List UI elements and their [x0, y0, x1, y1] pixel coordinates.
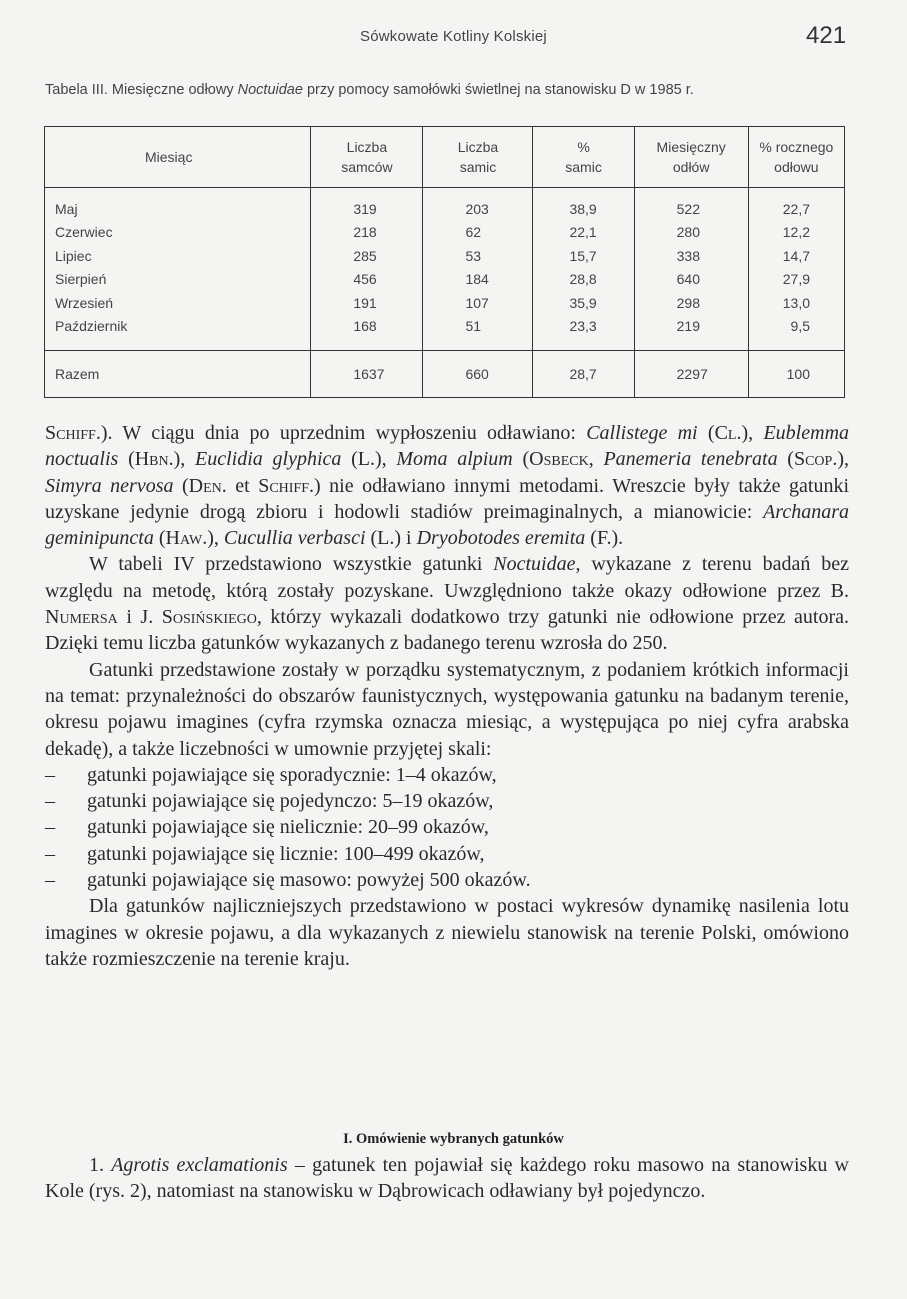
cell-percent-females: 38,9: [569, 201, 597, 217]
table-header-row: [45, 127, 845, 188]
cell-month: Październik: [55, 318, 128, 335]
cell-percent-annual: 12,2: [782, 224, 810, 241]
caption-prefix: Tabela III. Miesięczne odłowy: [45, 82, 238, 98]
list-item: – gatunki pojawiające się nielicznie: 20–99 okazów,: [45, 816, 489, 839]
cell-percent-annual: 14,7: [782, 247, 810, 264]
cell-percent-females: 35,9: [569, 294, 597, 311]
caption-suffix: przy pomocy samołówki świetlnej na stanowisku D w 1985 r.: [302, 82, 694, 98]
cell-monthly-catch: 280: [676, 224, 700, 241]
cell-females: 184: [465, 271, 489, 288]
column-header-females: Liczba samic: [423, 127, 533, 188]
list-item: – gatunki pojawiające się pojedynczo: 5–19 okazów,: [45, 790, 494, 813]
cell-males: 456: [353, 271, 377, 288]
cell-month: Wrzesień: [55, 294, 114, 311]
table-row: [45, 245, 845, 268]
cell-females: 62: [465, 224, 482, 241]
cell-total-females: 660: [465, 366, 489, 383]
cell-percent-annual: 27,9: [782, 271, 810, 288]
column-header-males: Liczba samców: [311, 127, 423, 188]
column-header-percent-females: % samic: [533, 127, 634, 188]
cell-percent-females: 15,7: [569, 247, 597, 264]
cell-percent-females: 22,1: [569, 224, 597, 241]
column-header-month: Miesiąc: [45, 127, 311, 188]
cell-percent-females: 23,3: [569, 318, 597, 335]
paragraph-table-iv: W tabeli IV przedstawiono wszystkie gatunki Noctuidae, wykazane z terenu badań bez względu na metodę, którą zostały pozyskane. Uwzględniono także okazy odłowione przez B. Numersa i J. Sosińskiego, którzy wykazali dodatkowo trzy gatunki nie odłowione przez autora. Dzięki temu liczba gatunków wykazanych z badanego terenu wzrosła do 250.: [45, 553, 849, 655]
cell-percent-annual: 9,5: [790, 318, 810, 335]
cell-month: Maj: [55, 201, 78, 217]
cell-females: 107: [465, 294, 489, 311]
column-header-monthly-catch: Miesięczny odłów: [634, 127, 748, 188]
cell-males: 191: [353, 294, 377, 311]
cell-monthly-catch: 640: [676, 271, 700, 288]
cell-month: Sierpień: [55, 271, 107, 288]
cell-month: Lipiec: [55, 247, 92, 264]
species-entry: [45, 1152, 849, 1205]
section-heading: I. Omówienie wybranych gatunków: [343, 1131, 564, 1147]
cell-males: 218: [353, 224, 377, 241]
cell-females: 53: [465, 247, 482, 264]
table-row: [45, 315, 845, 351]
cell-males: 319: [353, 201, 377, 217]
list-item: – gatunki pojawiające się sporadycznie: 1–4 okazów,: [45, 763, 497, 786]
cell-total-males: 1637: [353, 366, 385, 383]
monthly-catch-table: [44, 126, 845, 398]
list-item: – gatunki pojawiające się licznie: 100–499 okazów,: [45, 842, 485, 865]
table-caption: [45, 82, 865, 98]
abundance-scale-list: [45, 762, 849, 893]
cell-percent-annual: 13,0: [782, 294, 810, 311]
cell-total-percent-females: 28,7: [569, 366, 597, 383]
cell-total-label: Razem: [55, 366, 100, 383]
cell-males: 285: [353, 247, 377, 264]
cell-total-percent-annual: 100: [786, 366, 810, 383]
cell-monthly-catch: 219: [676, 318, 700, 335]
cell-percent-annual: 22,7: [782, 201, 810, 217]
table-row: [45, 188, 845, 222]
table-total-row: [45, 351, 845, 398]
cell-monthly-catch: 522: [676, 201, 700, 217]
cell-monthly-catch: 298: [676, 294, 700, 311]
paragraph-systematics: Gatunki przedstawione zostały w porządku systematycznym, z podaniem krótkich informacji na temat: przynależności do obszarów faunistycznych, występowania gatunku na badanym terenie, okresu pojawu imagines (cyfra rzymska oznacza miesiąc, a występująca po niej cyfra arabska dekadę), a także liczebności w umownie przyjętej skali:: [45, 658, 849, 760]
caption-taxon: Noctuidae: [237, 82, 303, 98]
cell-month: Czerwiec: [55, 224, 113, 241]
body-text: [45, 420, 849, 972]
table-row: [45, 292, 845, 315]
paragraph-continuation: Schiff.). W ciągu dnia po uprzednim wypłoszeniu odławiano: Callistege mi (Cl.), Eublemma noctualis (Hbn.), Euclidia glyphica (L.), Moma alpium (Osbeck, Panemeria tenebrata (Scop.), Simyra nervosa (Den. et Schiff.) nie odławiano innymi metodami. Wreszcie były także gatunki uzyskane jedynie drogą zbioru i hodowli stadiów preimaginalnych, a mianowicie: Archanara geminipuncta (Haw.), Cucullia verbasci (L.) i Dryobotodes eremita (F.).: [45, 422, 850, 550]
cell-monthly-catch: 338: [676, 247, 700, 264]
cell-total-catch: 2297: [676, 366, 708, 383]
column-header-percent-annual: % rocznego odłowu: [748, 127, 844, 188]
table-row: [45, 268, 845, 291]
paragraph-agrotis: 1. Agrotis exclamationis – gatunek ten pojawiał się każdego roku masowo na stanowisku w Kole (rys. 2), natomiast na stanowisku w Dąbrowicach odławiany był pojedynczo.: [45, 1154, 849, 1203]
page-number: 421: [806, 22, 847, 49]
cell-females: 203: [465, 201, 489, 217]
paragraph-charts: Dla gatunków najliczniejszych przedstawiono w postaci wykresów dynamikę nasilenia lotu imagines w okresie pojawu, a dla wykazanych z niewielu stanowisk na terenie Polski, omówiono także rozmieszczenie na terenie kraju.: [45, 895, 849, 970]
running-title: Sówkowate Kotliny Kolskiej: [360, 28, 547, 45]
cell-males: 168: [353, 318, 377, 335]
cell-percent-females: 28,8: [569, 271, 597, 288]
cell-females: 51: [465, 318, 482, 335]
list-item: – gatunki pojawiające się masowo: powyżej 500 okazów.: [45, 869, 531, 892]
table-row: [45, 221, 845, 244]
